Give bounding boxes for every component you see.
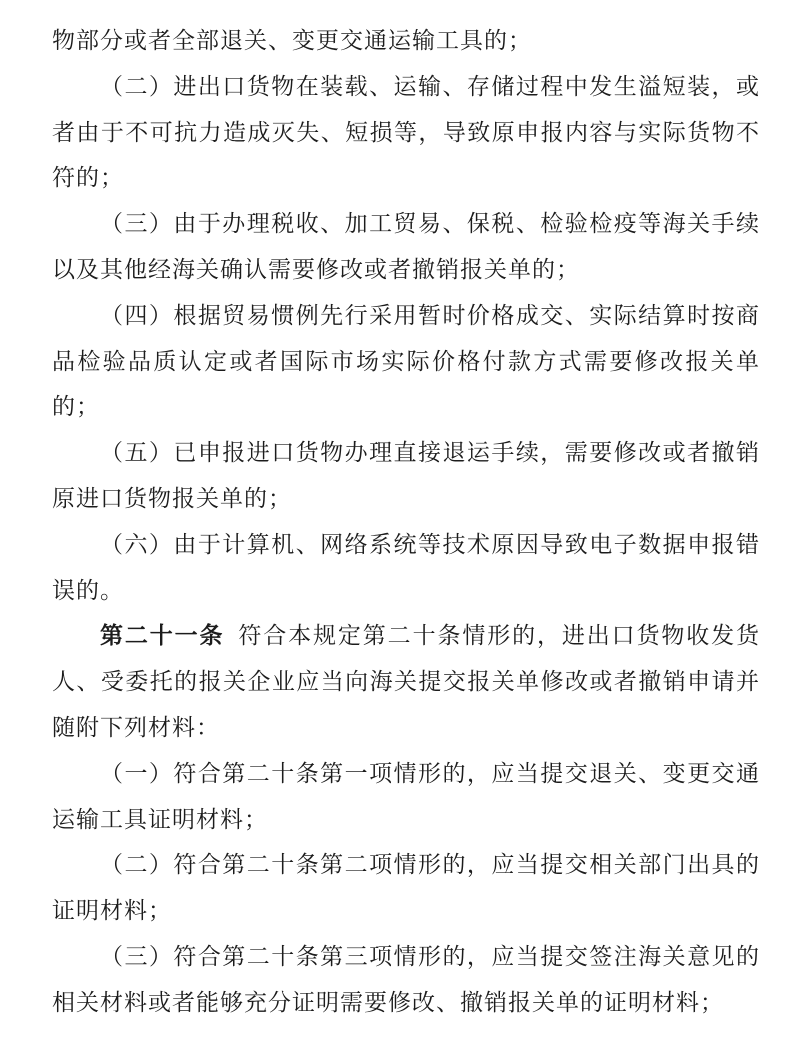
article-text: 符合本规定第二十条情形的，进出口货物收发货 [238, 623, 760, 650]
article-20-item-4 [52, 294, 760, 431]
text-line: （三）由于办理税收、加工贸易、保税、检验检疫等海关手续 [100, 211, 760, 238]
text-line: 相关材料或者能够充分证明需要修改、撤销报关单的证明材料； [52, 989, 724, 1016]
text-line: 者由于不可抗力造成灭失、短损等，导致原申报内容与实际货物不 [52, 119, 760, 146]
article-20-item-6 [52, 523, 760, 615]
text-line: （一）符合第二十条第一项情形的，应当提交退关、变更交通 [100, 760, 760, 787]
article-20-item-2 [52, 65, 760, 202]
article-21-paragraph [52, 614, 760, 751]
text-line: 符的； [52, 165, 124, 192]
text-line: 原进口货物报关单的； [52, 485, 292, 512]
text-line: （六）由于计算机、网络系统等技术原因导致电子数据申报错 [100, 531, 760, 558]
article-21-item-3 [52, 935, 760, 1027]
text-line: 随附下列材料： [52, 714, 220, 741]
text-line: （五）已申报进口货物办理直接退运手续，需要修改或者撤销 [100, 440, 760, 467]
text-line: （二）符合第二十条第二项情形的，应当提交相关部门出具的 [100, 852, 760, 879]
article-20-item-5 [52, 431, 760, 523]
text-line: 的； [52, 394, 100, 421]
article-21-item-2 [52, 843, 760, 935]
text-line: 人、受委托的报关企业应当向海关提交报关单修改或者撤销申请并 [52, 669, 760, 696]
text-line: 误的。 [52, 577, 124, 604]
article-21-item-1 [52, 752, 760, 844]
text-line: （二）进出口货物在装载、运输、存储过程中发生溢短装，或 [100, 73, 760, 100]
text-line: 以及其他经海关确认需要修改或者撤销报关单的； [52, 256, 580, 283]
text-line: （三）符合第二十条第三项情形的，应当提交签注海关意见的 [100, 943, 760, 970]
text-line: 运输工具证明材料； [52, 806, 268, 833]
text-line: 证明材料； [52, 898, 172, 925]
article-heading: 第二十一条 [100, 623, 225, 650]
document-body [52, 19, 760, 1027]
text-line: （四）根据贸易惯例先行采用暂时价格成交、实际结算时按商 [100, 302, 760, 329]
text-line [52, 614, 760, 660]
continuation-paragraph [52, 19, 760, 65]
text-line: 物部分或者全部退关、变更交通运输工具的； [52, 28, 532, 54]
article-20-item-3 [52, 202, 760, 294]
text-line: 品检验品质认定或者国际市场实际价格付款方式需要修改报关单 [52, 348, 760, 375]
